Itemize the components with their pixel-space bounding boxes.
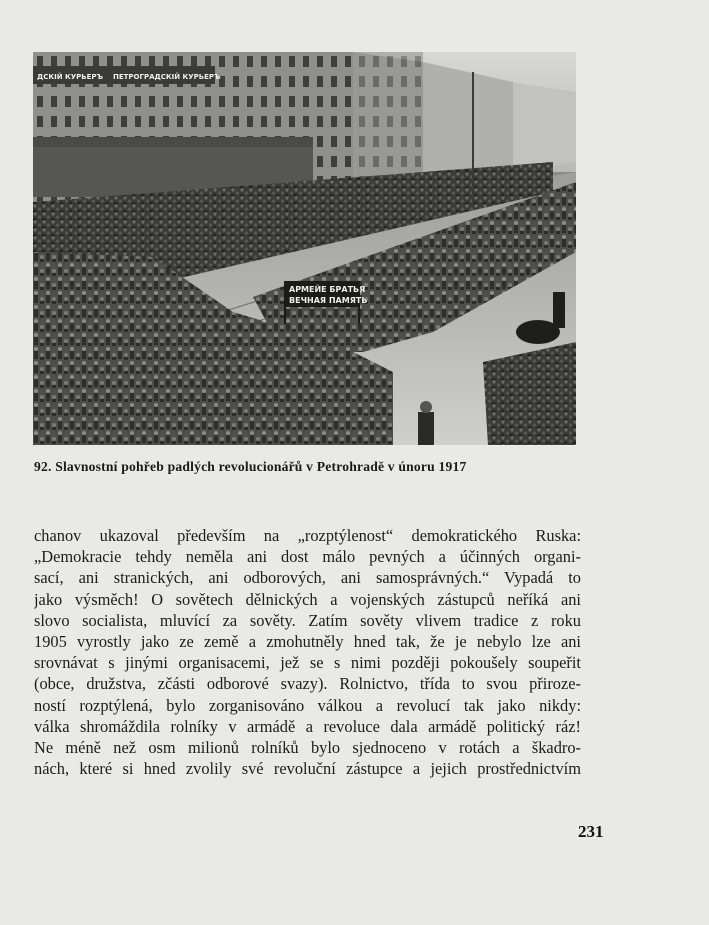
text-line: sací, ani stranických, ani odborových, ani samosprávných.“ Vypadá to (34, 568, 581, 588)
text-line: 1905 vyrostly jako ze země a zmohutněly hned tak, že je nebylo lze ani (34, 631, 581, 651)
text-line: jako výsměch! O sovětech dělnických a vojenských zástupců neříká ani (34, 589, 581, 609)
shop-sign-left: ДСКІЙ КУРЬЕРЪ (37, 73, 104, 81)
shop-sign-right: ПЕТРОГРАДСКІЙ КУРЬЕРЪ (113, 73, 221, 81)
body-paragraph (34, 525, 581, 779)
funeral-procession-photo (33, 52, 576, 445)
page-number: 231 (578, 822, 604, 841)
text-line: „Demokracie tehdy neměla ani dost málo pevných a účinných organi- (34, 547, 581, 567)
text-line: (obce, družstva, zčásti odborové svazy). Rolnictvo, třída to svou přiroze- (34, 674, 581, 694)
text-line: nách, které si hned zvolily své revoluční zástupce a jejich prostřednictvím (34, 759, 581, 779)
photo-illustration (33, 52, 576, 445)
banner-line-1: АРМЕЙЕ БРАТЬЯ (289, 285, 366, 294)
text-line: válka shromáždila rolníky v armádě a revoluce dala armádě politický ráz! (34, 716, 581, 736)
text-line: srovnávat s jinými organisacemi, jež se s nimi později pokoušely soupeřit (34, 653, 581, 673)
banner-line-2: ВЕЧНАЯ ПАМЯТЬ (289, 296, 368, 305)
text-line: Ne méně než osm milionů rolníků bylo sjednoceno v rotách a škadro- (34, 737, 581, 757)
text-line: chanov ukazoval především na „rozptýlenost“ demokratického Ruska: (34, 526, 581, 545)
figure-caption: 92. Slavnostní pohřeb padlých revolucionářů v Petrohradě v únoru 1917 (34, 459, 467, 474)
text-line: ností rozptýlená, bylo zorganisováno válkou a revolucí tak jako nikdy: (34, 695, 581, 715)
text-line: slovo socialista, mluvící za sověty. Zatím sověty vlivem tradice z roku (34, 610, 581, 630)
